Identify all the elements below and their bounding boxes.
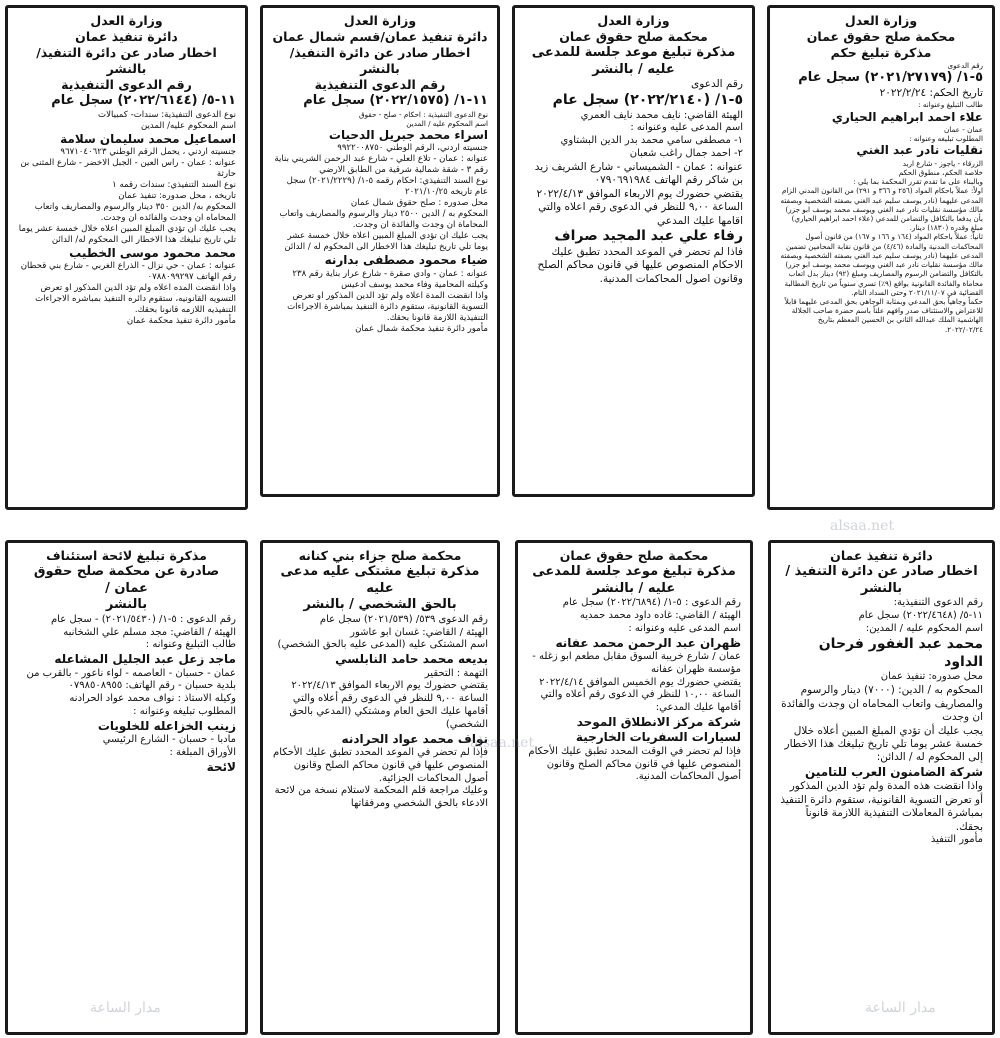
notice-line: ١١-٥/ (٢٠٢٢/٤٦٤٨) سجل عام [858,610,983,622]
notice-line: نواف محمد عواد الحرادنه [341,731,488,746]
notice-line: محمد محمود موسى الخطيب [69,245,236,260]
notice-line: محكمة صلح حقوق عمان [559,29,708,44]
notice-line: دائرة تنفيذ عمان/قسم شمال عمان [272,29,488,44]
notice-line: رفاء علي عبد المجيد صراف [554,227,743,244]
notice-line: الهيئة / القاضي: غاده داود محمد حمديه [579,610,741,622]
notice-body [524,13,743,286]
notice-appeal [5,540,248,1035]
notice-hearing-6894 [515,540,753,1035]
notice-body [272,548,488,811]
notice-body [17,548,236,775]
notice-line: اخطار صادر عن دائرة التنفيذ/ بالنشر [289,45,471,76]
notice-line: وكيله الاستاذ : نواف محمد عواد الحرادنه [69,693,236,705]
notice-line: عنوانه : عمان - الشميساني - شارع الشريف زيد بن شاكر رقم الهاتف ٠٧٩٠٦٩١٩٨٤ [534,160,743,187]
notice-line: مذكرة تبليغ حكم [830,45,932,60]
notice-line: رقم الدعوى التنفيذية [314,77,446,92]
notice-line: ٢- احمد جمال راغب شعبان [629,147,743,159]
notice-line: مذكرة تبليغ مشتكى عليه مدعى عليه [280,564,480,596]
notice-line: نوع الدعوى التنفيذية : احكام - صلح - حقوق [359,109,488,119]
notice-line: المحكوم به / الدين ٢٥٠٠ دينار والرسوم والمصاريف واتعاب المحاماة ان وجدت والفائدة ان وجدت. [279,209,488,231]
notice-line: محل صدوره: تنفيذ عمان [880,671,983,683]
notice-line: محل صدوره : صلح حقوق شمال عمان [350,198,488,209]
notice-line: دائرة تنفيذ عمان [75,29,178,44]
notice-line: رقم الدعوى [947,61,983,70]
notice-line: يقتضي حضورك يوم الخميس الموافق ٢٠٢٢/٤/١٤ الساعة ١٠,٠٠ للنظر في الدعوى رقم أعلاه والتي أقامها عليك المدعي: [539,676,741,714]
notice-line: رقم الدعوى : ٥-١/ (٢٠٢١/٥٤٣٠) - سجل عام [50,613,236,625]
notice-line: ١١-٥/ (٢٠٢٢/٦١٤٤) سجل عام [51,93,236,108]
notice-line: واذا انقضت المده اعلاه ولم تؤد الدين المذكور او تعرض التسويه القانونيه، ستقوم دائره التنفيذ بمباشره الاجراءات التنفيذيه اللازمه قانونا بحقك. [35,283,236,316]
notice-line: وبالبناء على ما تقدم تقرر المحكمة بما يلي : [853,177,983,187]
notice-line: دائرة تنفيذ عمان [830,548,933,563]
notice-line: المطلوب تبليغه وعنوانه : [909,134,983,144]
notice-line: عمان - حسبان - العاصمه - لواء ناعور - بالقرب من بلدية حسبان - رقم الهاتف: ٠٧٩٨٥٠٨٩٥٥ [26,667,236,692]
notice-line: وزارة العدل [90,13,163,28]
notice-line: وعليك مراجعة قلم المحكمة لاستلام نسخة من لائحة الادعاء بالحق الشخصي ومرفقاتها [274,785,488,810]
notice-line: اسم المدعى عليه وعنوانه : [628,622,741,634]
notice-line: نوع الدعوى التنفيذية: سندات- كمبيالات [98,109,236,120]
notice-line: اسم المحكوم عليه / المدين [406,118,488,128]
notice-line: المحكوم به/ الدين ٣٥٠ دينار والرسوم والمصاريف واتعاب المحاماه ان وجدت والفائده ان وجدت. [34,201,236,223]
notice-line: يقتضي حضورك يوم الاربعاء الموافق ٢٠٢٢/٤/١٣ الساعة ٩,٠٠ للنظر في الدعوى رقم اعلاه والتي اقامها عليك المدعي [536,187,743,227]
notice-line: يجب عليك ان تؤدي المبلغ المبين اعلاه خلال خمسة عشر يوما تلي تاريخ تبليغك هذا الاخطار الى المحكوم له / الدائن [284,231,488,253]
notice-line: ضياء محمود مصطفى بدارنه [324,253,488,268]
notice-line: فإذا لم تحضر في الموعد المحدد تطبق عليك الأحكام المنصوص عليها في قانون محاكم الصلح وقانون أصول المحاكمات الجزائية. [273,746,488,784]
notice-line: لائحة [206,759,236,774]
notice-line: اسم المحكوم عليه / المدين: [865,622,983,634]
notice-line: عليه / بالنشر [592,61,675,77]
notice-line: المحكوم به / الدين: (٧٠٠٠) دينار والرسوم والمصاريف واتعاب المحاماه ان وجدت والفائدة ان وجدت [781,684,983,724]
notice-judgment-amman [767,5,995,510]
notice-line: حكماً وجاهياً بحق المدعي وبمثابة الوجاهي بحق المدعى عليهما قابلاً للاعتراض والاستئناف صدر وافهم علناً باسم حضرة صاحب الجلالة الهاشمية الملك عبدالله الثاني بن الحسين المعظم بتاريخ ٢٠٢٢/٠٢/٢٤. [784,296,983,334]
notice-line: المطلوب تبليغه وعنوانه : [133,706,236,718]
notice-line: عمان / شارع خريبة السوق مقابل مطعم ابو زغله - مؤسسة ظهران عفانه [532,651,741,675]
notice-line: واذا انقضت المدة اعلاه ولم تؤد الدين المذكور او تعرض التسوية القانونية، ستقوم دائرة التنفيذ بمباشرة الاجراءات التنفيذية اللازمة قانونا بحقك. [287,290,488,323]
notice-line: الهيئة القاضي: نايف محمد نايف العمري [580,109,743,121]
notice-line: بالنشر [105,597,148,613]
notice-line: زينب الخزاعله للخلويات [97,718,236,733]
notice-line: عمان - عمان [944,124,983,134]
notice-line: تاريخ الحكم: ٢٠٢٢/٢/٢٤ [879,86,983,99]
notice-line: ٥-١/ (٢٠٢٢/٢١٤٠) سجل عام [552,91,743,108]
notice-line: ١١-١/ (٢٠٢٢/١٥٧٥) سجل عام [303,93,488,108]
notice-line: التهمة : التحقير [424,667,488,679]
notice-line: يجب عليك أن تؤدي المبلغ المبين أعلاه خلال خمسة عشر يوما تلي تاريخ تبليغك هذا الاخطار إلى المحكوم له / الدائن: [784,724,983,764]
notice-line: رقم الدعوى ٥٣٩/ (٢٠٢١/٥٣٩) سجل عام [319,613,488,625]
watermark: alsaa.net [830,518,895,534]
notice-line: مأمور التنفيذ [930,833,983,845]
notice-body [17,13,236,327]
notice-line: اسماعيل محمد سليمان سلامة [60,131,236,146]
notice-line: رقم الدعوى : ٥-١/ (٢٠٢٢/٦٨٩٤) سجل عام [562,597,741,609]
notice-line: بديعه محمد حامد النابلسي [335,652,488,667]
notice-line: محكمة صلح جزاء بني كنانه [298,548,462,563]
notice-line: عنوانه : عمان - تلاع العلي - شارع عبد الرحمن الشريني بناية رقم ٣ - شقة شمالية شرقية من الطابق الارضي [274,154,488,176]
notice-line: عنوانه : عمان - راس العين - الجبل الاخضر - شارع المثنى بن حارثة [20,157,236,179]
notice-line: الهيئة / القاضي: غسان ابو عاشور [350,626,488,638]
notice-line: ثانياً: عملاً باحكام المواد (١٦٤ و ١٦٦ و ١٦٧) من قانون أصول المحاكمات المدنية والمادة (٤/٤٦) من قانون نقابة المحامين تضمين المدعى عليهما (نادر يوسف سليم عبد الغني بصفته الشخصية وبصفته مالك مؤسسة نقليات نادر عبد الغني ويوسف محمد يوسف ابو جزر) بالتكافل والتضامن الرسوم والمصاريف ومبلغ (٩٢) دينار بدل اتعاب محاماة والفائدة القانونية بواقع (٩٪) تسري سنوياً من تاريخ المطالبة القضائية في ٢٠٢١/١١/٠٧ وحتى السداد التام. [780,232,983,297]
notice-line: خلاصة الحكم، منطوق الحكم [898,167,983,177]
notice-line: جنسيته اردني، الرقم الوطني ٩٩٢٢٠٠٨٧٥٠ [337,143,488,154]
notice-line: مذكرة تبليغ موعد جلسة للمدعى [532,564,736,579]
notice-line: فإذا لم تحضر في الوقت المحدد تطبق عليك الأحكام المنصوص عليها في قانون محاكم الصلح وقانون أصول المحاكمات المدنية. [528,745,741,783]
notice-execution-amman-6144 [5,5,248,510]
notice-body [272,13,488,335]
notice-execution-north-amman [260,5,500,497]
notice-line: ظهران عبد الرحمن محمد عفانه [555,635,741,650]
notice-line: نقليات نادر عبد الغني [856,143,983,158]
notice-line: اسراء محمد جبريل الدحيات [328,128,488,143]
notice-line: يقتضي حضورك يوم الاربعاء الموافق ٢٠٢٢/٤/١٣ الساعة ٩,٠٠ للنظر في الدعوى رقم أعلاه والتي أقامها عليك الحق العام ومشتكي (المدعي بالحق الشخصي) [289,680,488,730]
notice-line: شركة الضامنون العرب للتامين [805,764,983,779]
notice-line: ماجد زعل عبد الجليل المشاعله [54,652,236,667]
notice-line: الزرقاء - ياجوز - شارع اربد [902,158,983,168]
notice-line: مأمور دائرة تنفيذ محكمة شمال عمان [355,323,488,334]
notice-line: يجب عليك ان تؤدي المبلغ المبين اعلاه خلال خمسة عشر يوما تلي تاريخ تبليغك هذا الاخطار الى المحكوم له/ الدائن [18,223,236,245]
watermark: alsaa.net [470,735,535,751]
notice-line: فاذا لم تحضر في الموعد المحدد تطبق عليك الاحكام المنصوص عليها في قانون محاكم الصلح وقانون اصول المحاكمات المدنية. [537,245,743,285]
notice-line: تاريخه ، محل صدوره: تنفيذ عمان [118,190,236,201]
notice-line: اسم المدعى عليه وعنوانه : [630,122,743,134]
notice-body [780,548,983,847]
notice-line: علاء احمد ابراهيم الحياري [831,109,983,124]
notice-line: عنوانه : عمان - حي نزال - الذراع الغربي - شارع بني قحطان رقم الهاتف ٠٧٨٨٠٩٩٢٩٧ [20,261,236,283]
notice-line: ١- مصطفى سامي محمد بدر الدين البشتاوي [560,135,743,147]
notice-hearing-2140 [512,5,755,497]
notice-criminal-bani-kinana [260,540,500,1035]
notice-body [779,13,983,334]
notice-line: عليه / بالنشر [592,580,676,596]
watermark-arabic: مدار الساعة [865,1000,936,1016]
notice-line: نوع السند التنفيذي: احكام رقمه ٥-١/ (٢٠٢١/٢٢٢٩) سجل عام تاريخه ٢٠٢١/١٠/٢٥ [286,176,488,198]
notice-line: وزارة العدل [844,13,918,28]
notice-body [527,548,741,784]
notice-line: مأمور دائرة تنفيذ محكمة عمان [126,316,236,327]
notice-line: طالب التبليغ وعنوانه : [918,100,983,110]
notice-line: محكمة صلح حقوق عمان [559,548,709,563]
notice-line: عنوانه : عمان - وادي صقرة - شارع عرار بناية رقم ٢٣٨ وكيلته المحامية وفاء محمد يوسف ادعيس [292,268,488,290]
notice-line: اخطار صادر عن دائرة التنفيذ / بالنشر [785,564,978,596]
notice-line: اولاً: عملاً باحكام المواد (٢٥٦ و ٣٦٦ و ٢٩١) من القانون المدني الزام المدعى عليهما (نادر يوسف سليم عبد الغني بصفته الشخصية وبصفته مالك مؤسسة نقليات نادر عبد الغني ويوسف محمد يوسف ابو جزر) بأن يدفعا بالتكافل والتضامن للمدعي (علاء احمد ابراهيم الحياري) مبلغ وقدره (١٨٣٠) دينار. [780,186,983,233]
notice-line: رقم الدعوى التنفيذية [61,77,192,92]
notice-line: نوع السند التنفيذي: سندات رقمه ١ [112,179,236,190]
watermark-arabic: مدار الساعة [90,1000,161,1016]
notice-line: مذكرة تبليغ موعد جلسة للمدعى [531,45,736,60]
notice-line: بالحق الشخصي / بالنشر [303,597,457,613]
notice-line: واذا انقضت هذه المدة ولم تؤد الدين المذكور أو تعرض التسوية القانونية، ستقوم دائرة التنفيذ بمباشرة المعاملات التنفيذية اللازمة قانوناً بحقك. [780,780,983,833]
notice-line: جنسيته اردني ، يحمل الرقم الوطني ٩٦٧١٠٤٠٦٢٣ [60,146,236,157]
notice-line: محمد عبد الغفور فرحان الداود [818,635,983,670]
notice-line: رقم الدعوى [691,78,743,91]
notice-line: صادرة عن محكمة صلح حقوق عمان / [33,564,220,596]
notice-line: اسم المحكوم عليه/ المدين [140,120,236,131]
notice-line: محكمة صلح حقوق عمان [806,29,956,44]
notice-line: ٥-١/ (٢٠٢١/٢٧١٧٩) سجل عام [798,70,983,86]
notice-line: وزارة العدل [597,13,670,28]
notice-line: الأوراق المبلغة : [169,746,236,758]
notice-line: طالب التبليغ وعنوانه : [145,639,236,651]
notice-line: وزارة العدل [343,13,417,28]
notice-line: مذكرة تبليغ لائحة استئناف [46,548,207,563]
notice-line: رقم الدعوى التنفيذية: [893,597,983,609]
notice-line: شركة مركز الانطلاق الموحد لسيارات السفريات الخارجية [575,714,741,745]
notice-execution-4648 [768,540,995,1035]
notice-line: الهيئة / القاضي: مجد مسلم علي الشخانبه [63,626,236,638]
notice-line: اسم المشتكى عليه (المدعى عليه بالحق الشخصي) [277,639,488,651]
notice-line: مادبا - حسبان - الشارع الرئيسي [102,734,236,746]
notice-line: اخطار صادر عن دائرة التنفيذ/ بالنشر [36,45,217,76]
